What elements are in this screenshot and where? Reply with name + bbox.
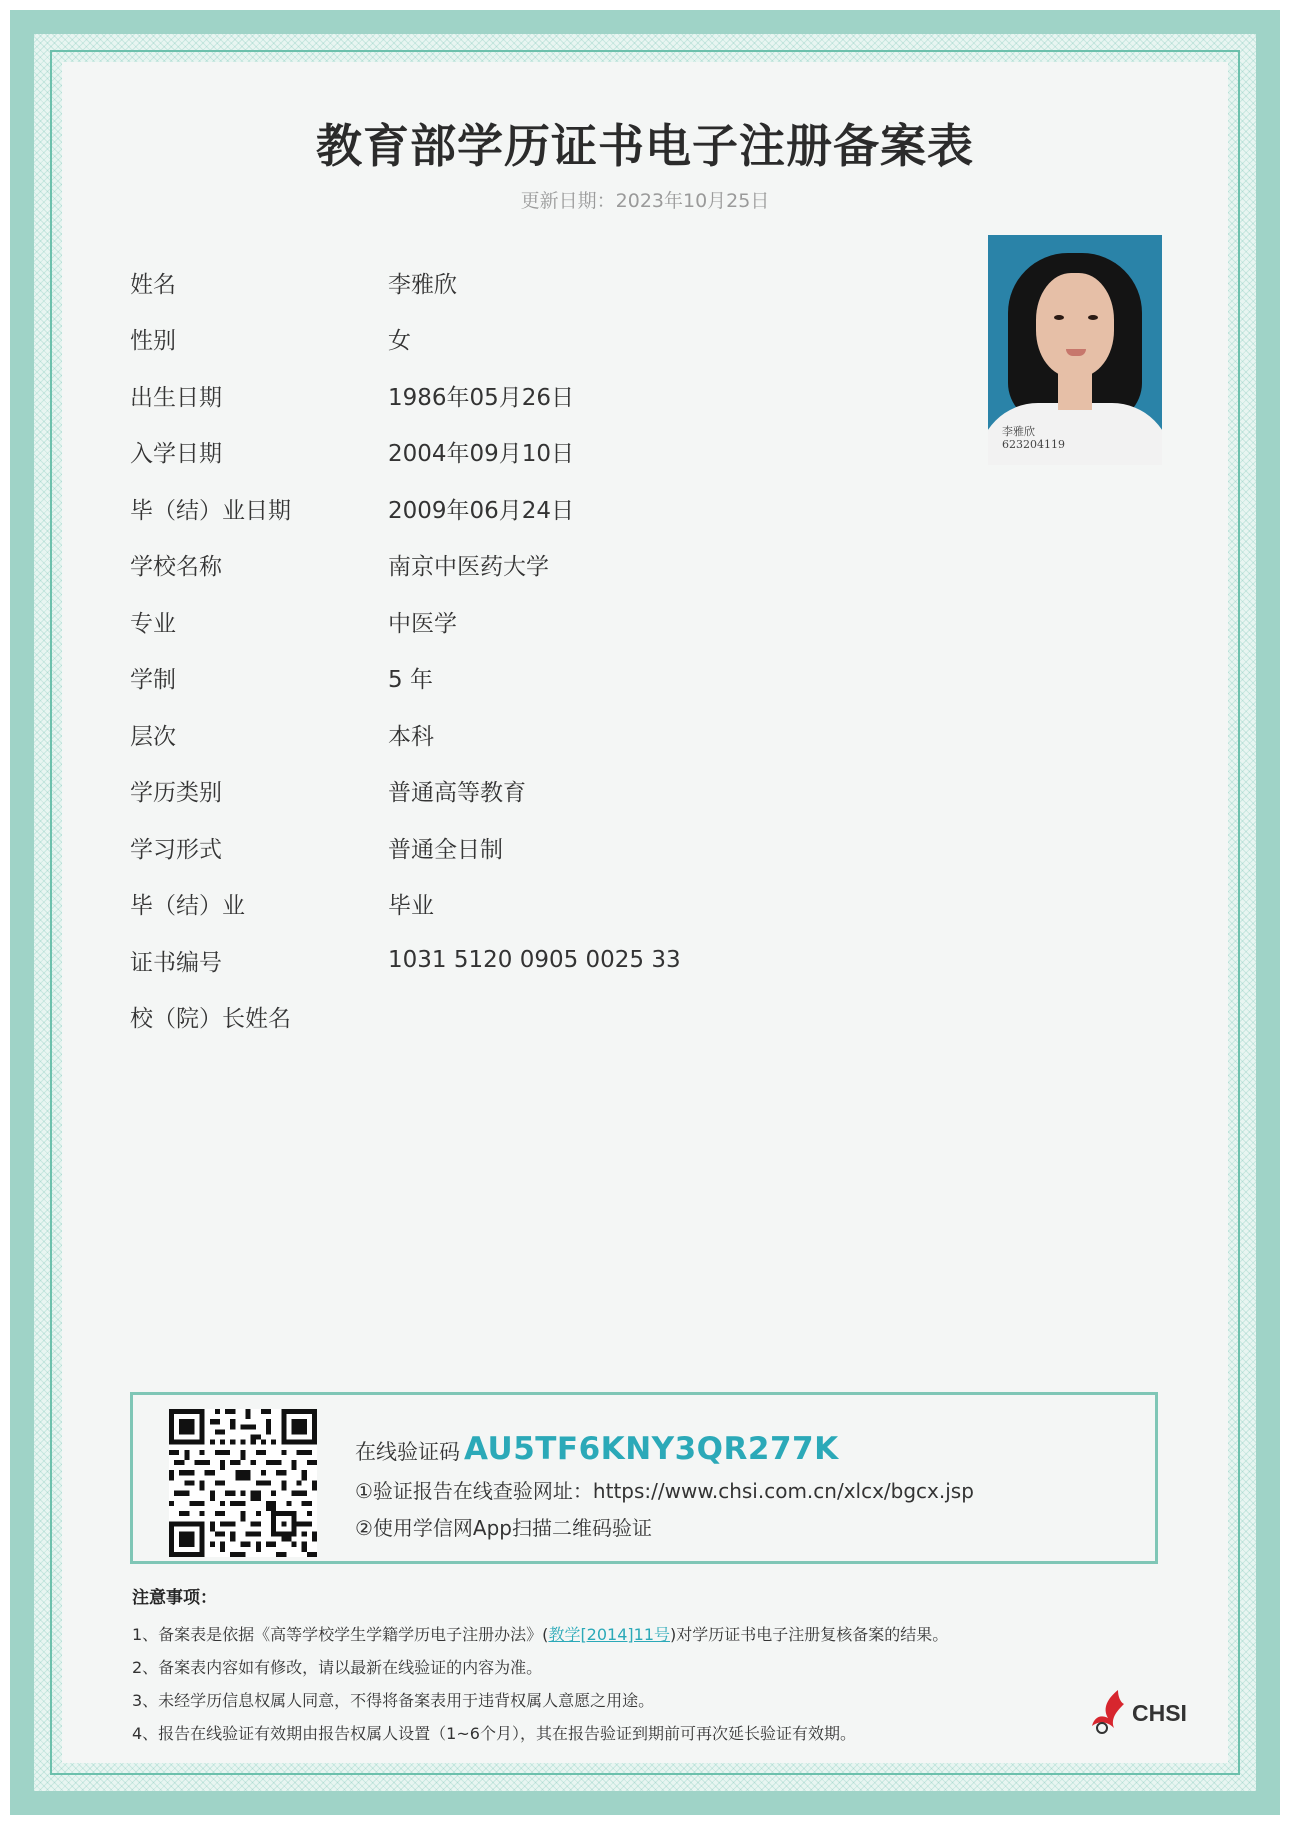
photo-caption-id: 623204119 <box>1002 438 1065 451</box>
field-row-completion <box>130 876 890 933</box>
field-label: 姓名 <box>130 271 176 298</box>
note-item <box>132 1618 1032 1651</box>
field-value: 5 年 <box>388 667 433 694</box>
field-value: 2009年06月24日 <box>388 497 575 524</box>
photo-caption-name: 李雅欣 <box>1002 425 1035 438</box>
field-row-study-form <box>130 819 890 876</box>
regulation-link[interactable]: 教学[2014]11号 <box>548 1625 671 1644</box>
field-label: 毕（结）业日期 <box>130 497 291 524</box>
field-value: 李雅欣 <box>388 271 457 298</box>
note-text: )对学历证书电子注册复核备案的结果。 <box>670 1625 949 1644</box>
notes-section <box>132 1583 1032 1750</box>
field-value: 普通全日制 <box>388 836 503 863</box>
document-title: 教育部学历证书电子注册备案表 <box>316 119 974 173</box>
field-value: 女 <box>388 328 411 355</box>
field-row-duration <box>130 650 890 707</box>
field-value: 中医学 <box>388 610 457 637</box>
field-label: 入学日期 <box>130 441 222 468</box>
field-value: 本科 <box>388 723 434 750</box>
field-value: 1986年05月26日 <box>388 384 575 411</box>
field-row-level <box>130 706 890 763</box>
verification-code-line <box>355 1431 974 1467</box>
field-row-birth-date <box>130 367 890 424</box>
field-label: 学校名称 <box>130 554 222 581</box>
field-row-education-type <box>130 763 890 820</box>
logo-text: CHSI <box>1132 1700 1187 1726</box>
field-label: 校（院）长姓名 <box>130 1006 291 1033</box>
field-value: 1031 5120 0905 0025 33 <box>388 947 681 974</box>
note-text: 1、备案表是依据《高等学校学生学籍学历电子注册办法》( <box>132 1625 549 1644</box>
photo-eye <box>1054 315 1064 320</box>
field-row-enrollment-date <box>130 424 890 481</box>
note-item: 2、备案表内容如有修改，请以最新在线验证的内容为准。 <box>132 1658 543 1677</box>
field-value: 毕业 <box>388 893 434 920</box>
photo-eye <box>1088 315 1098 320</box>
verification-code-label: 在线验证码 <box>355 1440 460 1464</box>
field-label: 层次 <box>130 723 176 750</box>
chsi-flame-icon <box>1088 1688 1136 1734</box>
field-row-major <box>130 593 890 650</box>
note-item: 4、报告在线验证有效期由报告权属人设置（1~6个月），其在报告验证到期前可再次延长验证有效期。 <box>132 1724 856 1743</box>
update-date: 更新日期：2023年10月25日 <box>520 190 770 212</box>
verification-code: AU5TF6KNY3QR277K <box>464 1431 839 1467</box>
field-row-graduation-date <box>130 480 890 537</box>
photo-face <box>1036 273 1114 377</box>
qr-code-icon[interactable] <box>169 1409 317 1557</box>
verification-url-line: ①验证报告在线查验网址：https://www.chsi.com.cn/xlcx/bgcx.jsp <box>355 1479 974 1503</box>
student-photo <box>988 235 1162 465</box>
field-label: 专业 <box>130 610 176 637</box>
field-row-name <box>130 254 890 311</box>
record-fields <box>130 254 890 1045</box>
field-label: 毕（结）业 <box>130 893 245 920</box>
field-value: 2004年09月10日 <box>388 441 575 468</box>
field-label: 证书编号 <box>130 949 222 976</box>
field-row-school <box>130 537 890 594</box>
field-row-president-name <box>130 989 890 1046</box>
field-label: 学历类别 <box>130 780 222 807</box>
field-row-certificate-number <box>130 932 890 989</box>
field-value: 普通高等教育 <box>388 780 526 807</box>
field-row-gender <box>130 311 890 368</box>
online-verification-box <box>130 1392 1158 1564</box>
field-label: 学习形式 <box>130 836 222 863</box>
verification-text <box>355 1431 974 1541</box>
chsi-logo <box>1088 1688 1198 1734</box>
photo-caption <box>1002 425 1065 451</box>
field-label: 出生日期 <box>130 384 222 411</box>
verification-app-line: ②使用学信网App扫描二维码验证 <box>355 1516 653 1540</box>
field-value: 南京中医药大学 <box>388 554 549 581</box>
field-label: 学制 <box>130 667 176 694</box>
notes-title: 注意事项： <box>132 1588 217 1608</box>
note-item: 3、未经学历信息权属人同意，不得将备案表用于违背权属人意愿之用途。 <box>132 1691 655 1710</box>
field-label: 性别 <box>130 328 176 355</box>
